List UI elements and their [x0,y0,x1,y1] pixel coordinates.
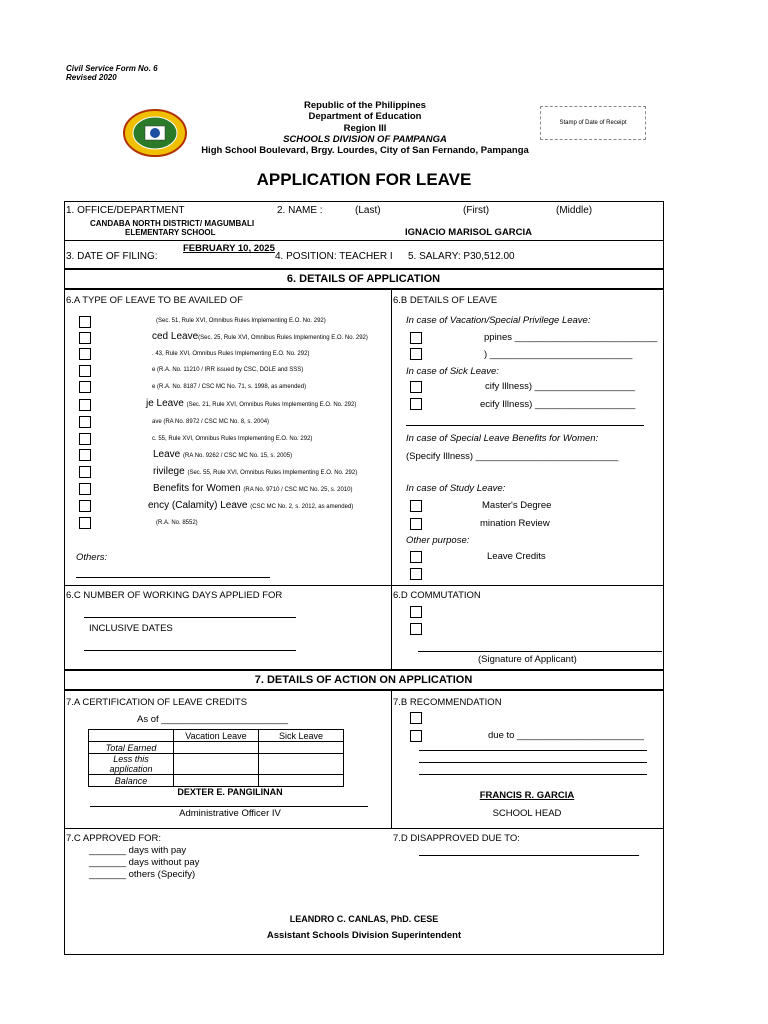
name-middle-label: (Middle) [556,205,593,216]
address-line: High School Boulevard, Brgy. Lourdes, City of San Fernando, Pampanga [201,145,529,156]
working-days-label: 6.C NUMBER OF WORKING DAYS APPLIED FOR [66,590,283,601]
others-specify: _______ others (Specify) [89,869,196,880]
details-of-leave-label: 6.B DETAILS OF LEAVE [393,295,498,306]
bar-board-review-checkbox[interactable] [410,518,422,530]
col-vacation-leave: Vacation Leave [174,730,259,742]
in-hospital-checkbox[interactable] [410,381,422,393]
leave-type-checkbox-2[interactable] [79,332,91,344]
vacation-detail-1: ppines ___________________________ [484,332,658,343]
commutation-requested-checkbox[interactable] [410,623,422,635]
leave-type-checkbox-4[interactable] [79,365,91,377]
name-value: IGNACIO MARISOL GARCIA [405,227,533,238]
total-earned-sick[interactable] [259,742,344,754]
study-heading: In case of Study Leave: [406,483,506,494]
vacation-detail-2: ) ___________________________ [484,349,633,360]
leave-type-checkbox-11[interactable] [79,483,91,495]
leave-type-3: . 43, Rule XVI, Omnibus Rules Implementing E.O. No. 292) [152,351,310,357]
leave-type-checkbox-1[interactable] [79,316,91,328]
leave-type-checkbox-10[interactable] [79,466,91,478]
due-to-label: due to ________________________ [488,730,644,741]
others-label: Others: [76,552,108,563]
sick-detail-1: cify Illness) ___________________ [485,381,636,392]
deped-seal-logo [123,109,187,157]
less-application-sick[interactable] [259,754,344,775]
leave-type-1: (Sec. 51, Rule XVI, Omnibus Rules Implementing E.O. No. 292) [156,318,326,324]
women-detail: (Specify Illness) ___________________________ [406,451,619,462]
leave-credits-label: Leave Credits [487,551,546,562]
form-number: Civil Service Form No. 6 [66,64,158,73]
leave-type-4: e (R.A. No. 11210 / IRR issued by CSC, DOLE and SSS) [152,367,304,373]
out-patient-checkbox[interactable] [410,398,422,410]
recommendation-label: 7.B RECOMMENDATION [393,697,502,708]
name-last-label: (Last) [355,205,381,216]
other-purpose-label: Other purpose: [406,535,470,546]
sick-detail-2: ecify Illness) ___________________ [480,399,636,410]
leave-type-checkbox-5[interactable] [79,381,91,393]
date-of-filing-value: FEBRUARY 10, 2025 [183,243,275,254]
study-detail-2: mination Review [480,518,550,529]
signature-of-applicant: (Signature of Applicant) [478,654,577,665]
position-label: 4. POSITION: TEACHER I [275,251,393,262]
name-first-label: (First) [463,205,490,216]
leave-type-12: ency (Calamity) Leave (CSC MC No. 2, s. 2012, as amended) [148,500,354,511]
form-revision: Revised 2020 [66,73,117,82]
name-label: 2. NAME : [277,205,323,216]
republic-line: Republic of the Philippines [304,100,426,111]
balance-vacation[interactable] [174,775,259,787]
disapproved-label: 7.D DISAPPROVED DUE TO: [393,833,520,844]
leave-type-checkbox-7[interactable] [79,416,91,428]
days-with-pay: _______ days with pay [89,845,187,856]
school-head-name: FRANCIS R. GARCIA [479,790,575,801]
leave-type-checkbox-6[interactable] [79,399,91,411]
officer-title: Administrative Officer IV [179,808,281,819]
within-philippines-checkbox[interactable] [410,332,422,344]
leave-type-9: Leave (RA No. 9262 / CSC MC No. 15, s. 2005) [153,449,293,460]
office-label: 1. OFFICE/DEPARTMENT [66,205,185,216]
for-approval-checkbox[interactable] [410,712,422,724]
receipt-stamp-box [540,106,646,140]
school-head-title: SCHOOL HEAD [492,808,562,819]
inclusive-dates-line[interactable] [84,650,296,651]
abroad-checkbox[interactable] [410,348,422,360]
col-sick-leave: Sick Leave [259,730,344,742]
officer-name: DEXTER E. PANGILINAN [177,787,283,797]
balance-sick[interactable] [259,775,344,787]
region-line: Region III [343,123,387,134]
salary-label: 5. SALARY: P30,512.00 [408,251,515,262]
terminal-leave-checkbox[interactable] [410,568,422,580]
working-days-line[interactable] [84,617,296,618]
approved-for-label: 7.C APPROVED FOR: [66,833,162,844]
leave-type-6: je Leave (Sec. 21, Rule XVI, Omnibus Rules Implementing E.O. No. 292) [146,398,357,409]
for-disapproval-checkbox[interactable] [410,730,422,742]
asds-name: LEANDRO C. CANLAS, PhD. CESE [289,914,439,924]
row-less-this-application: Less this application [89,754,174,775]
leave-type-checkbox-8[interactable] [79,433,91,445]
office-value-line1: CANDABA NORTH DISTRICT/ MAGUMBALI [90,219,255,228]
commutation-label: 6.D COMMUTATION [393,590,481,601]
leave-type-checkbox-3[interactable] [79,348,91,360]
division-line: SCHOOLS DIVISION OF PAMPANGA [283,134,447,145]
stamp-label: Stamp of Date of Receipt [559,120,627,126]
vacation-heading: In case of Vacation/Special Privilege Leave: [406,315,591,326]
leave-type-checkbox-12[interactable] [79,500,91,512]
section6-title: 6. DETAILS OF APPLICATION [286,273,441,285]
leave-type-7: ave (RA No. 8972 / CSC MC No. 8, s. 2004) [152,419,270,425]
total-earned-vacation[interactable] [174,742,259,754]
sick-heading: In case of Sick Leave: [406,366,499,377]
commutation-not-requested-checkbox[interactable] [410,606,422,618]
date-of-filing-label: 3. DATE OF FILING: [66,251,158,262]
row-balance: Balance [89,775,174,787]
asds-title: Assistant Schools Division Superintendent [266,930,462,941]
form-title: APPLICATION FOR LEAVE [256,170,472,189]
leave-type-5: e (R.A. No. 8187 / CSC MC No. 71, s. 1998, as amended) [152,384,307,390]
masters-degree-checkbox[interactable] [410,500,422,512]
leave-type-2: ced Leave(Sec. 25, Rule XVI, Omnibus Rules Implementing E.O. No. 292) [152,331,368,342]
as-of-label: As of ________________________ [137,714,289,725]
days-without-pay: _______ days without pay [89,857,200,868]
study-detail-1: Master's Degree [482,500,552,511]
leave-credits-table [88,729,344,787]
monetization-checkbox[interactable] [410,551,422,563]
type-of-leave-label: 6.A TYPE OF LEAVE TO BE AVAILED OF [66,295,243,306]
office-value-line2: ELEMENTARY SCHOOL [125,228,216,237]
leave-type-checkbox-9[interactable] [79,449,91,461]
inclusive-dates-label: INCLUSIVE DATES [89,623,173,634]
less-application-vacation[interactable] [174,754,259,775]
leave-type-8: c. 55, Rule XVI, Omnibus Rules Implementing E.O. No. 292) [152,436,313,442]
leave-type-10: rivilege (Sec. 55, Rule XVI, Omnibus Rules Implementing E.O. No. 292) [153,466,358,477]
section7-title: 7. DETAILS OF ACTION ON APPLICATION [254,674,473,686]
leave-type-13: (R.A. No. 8552) [156,520,198,526]
leave-type-11: Benefits for Women (RA No. 9710 / CSC MC No. 25, s. 2010) [153,483,353,494]
department-line: Department of Education [308,111,422,122]
certification-label: 7.A CERTIFICATION OF LEAVE CREDITS [66,697,248,708]
row-total-earned: Total Earned [89,742,174,754]
leave-type-checkbox-13[interactable] [79,517,91,529]
women-heading: In case of Special Leave Benefits for Women: [406,433,599,444]
